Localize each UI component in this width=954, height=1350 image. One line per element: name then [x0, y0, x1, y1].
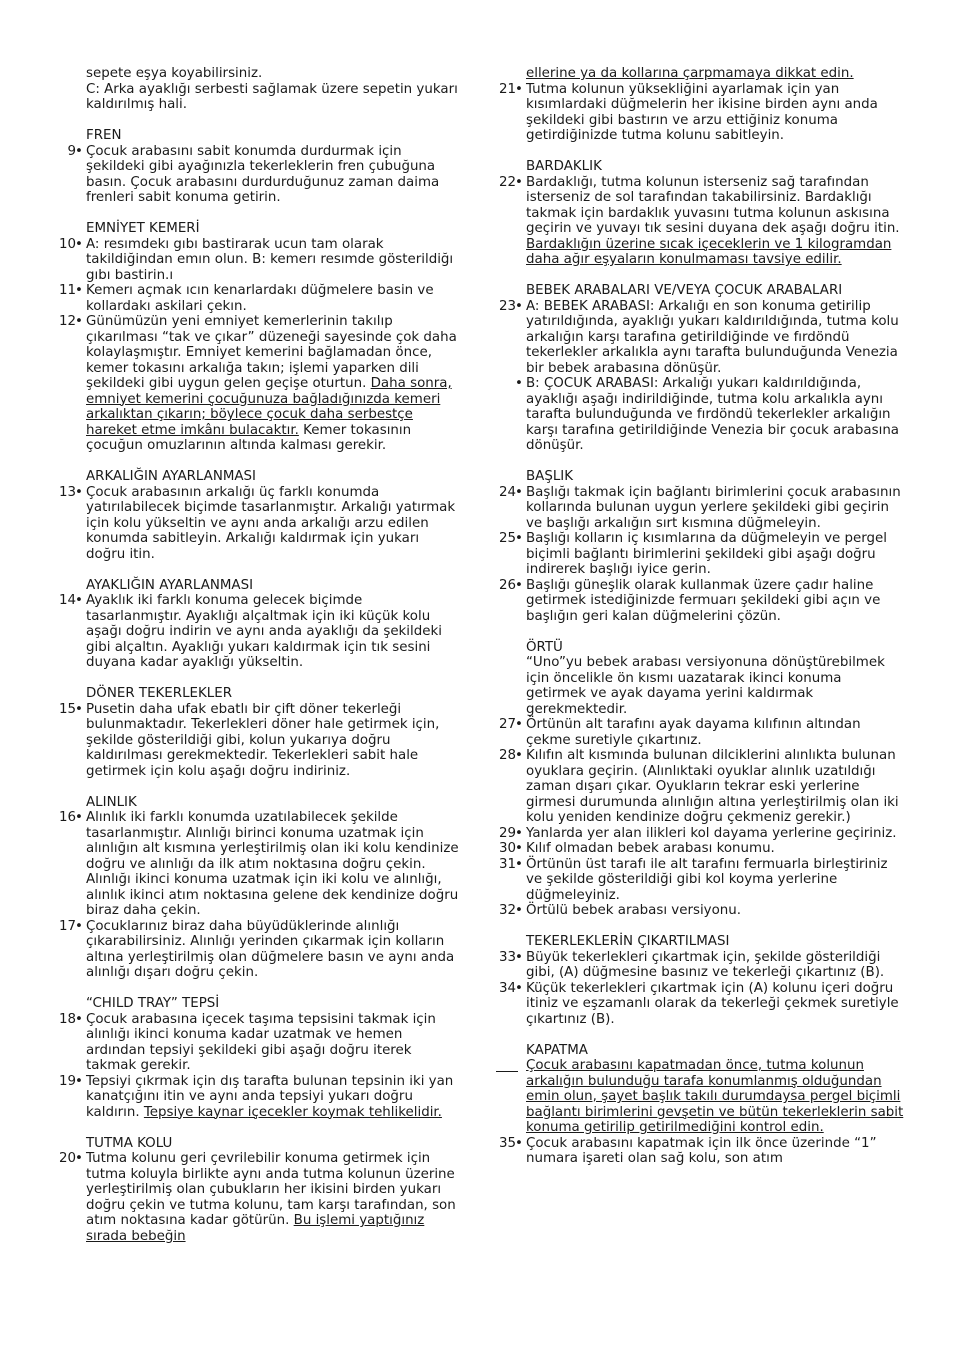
item-text: Pusetin daha ufak ebatlı bir çift döner tekerleği bulunmaktadır. Tekerlekleri döner hale getirmek için, şekilde gösterildiği gibi, kolun yukarıya doğru kaldırılması gerekmektedir. Tekerlekleri sabit hale getirmek için kolu aşağı doğru indiriniz.: [86, 701, 440, 779]
bullet-icon: •: [75, 810, 83, 825]
item-number: 14: [58, 593, 76, 608]
list-item: [484, 841, 904, 857]
list-item: [484, 175, 904, 268]
bullet-icon: •: [75, 1151, 83, 1166]
list-item: [44, 237, 462, 284]
bullet-icon: •: [515, 1135, 523, 1151]
bullet-icon: •: [515, 949, 523, 965]
item-text: Kemerı açmak ıcın kenarlardakı düğmelere basin ve kollardakı askilari çekın.: [86, 283, 434, 314]
right-column: [484, 66, 904, 1167]
item-number: 25: [498, 531, 516, 546]
item-text: Kılıf olmadan bebek arabası konumu.: [526, 841, 775, 856]
item-number: 29: [498, 825, 516, 841]
warning-text: Bardaklığın üzerine sıcak içeceklerin ve 1 kilogramdan daha ağır eşyaların konulmaması tavsiye edilir.: [526, 236, 892, 267]
bullet-icon: •: [75, 283, 83, 298]
list-item: [44, 485, 462, 563]
list-item: [44, 1012, 462, 1074]
intro-line: sepete eşya koyabilirsiniz.: [86, 66, 263, 81]
bullet-icon: •: [75, 918, 83, 934]
warning-block: [484, 1058, 904, 1136]
bullet-icon: •: [515, 841, 523, 856]
list-item: [44, 702, 462, 780]
list-item: [484, 578, 904, 625]
list-item: [44, 144, 462, 206]
item-number: 13: [58, 484, 76, 500]
bullet-icon: •: [75, 314, 83, 329]
bullet-icon: •: [515, 980, 523, 996]
item-text: Çocuk arabasına içecek taşıma tepsisini takmak için alınlığı ikinci konuma kadar uzatmak ve hemen ardından tepsiyi şekildeki gibi aşağı doğru iterek takmak gerekir.: [86, 1011, 436, 1073]
item-text: Başlığı kolların iç kısımlarına da düğmeleyin ve pergel biçimli bağlantı birimlerini şekildeki gibi aşağı doğru indirerek başlığı iyice gerin.: [526, 531, 887, 577]
item-text: Kılıfın alt kısmında bulunan dilciklerini alınlıkta bulunan oyuklara geçirin. (Alınlıktaki oyuklar alınlık uzatıldığı zaman dışarı çıkar. Oyukların tekrar eski yerlerine girmesi durumunda alınlığın altına yerleştirilmiş olan iki kolu yeniden kendinize doğru çekmeniz gerekir.): [526, 748, 899, 825]
bullet-icon: •: [75, 236, 83, 252]
item-number: 11: [58, 283, 76, 298]
section-heading: KAPATMA: [526, 1042, 588, 1058]
bullet-icon: •: [515, 81, 523, 97]
intro-text: [44, 66, 462, 113]
section-heading: ALINLIK: [86, 794, 137, 810]
item-text: Küçük tekerlekleri çıkartmak için (A) kolunu içeri doğru itiniz ve eşzamanlı olarak da tekerleği çekmek suretiyle çıkartınız (B).: [526, 980, 899, 1027]
bullet-icon: •: [75, 1011, 83, 1027]
section-heading: DÖNER TEKERLEKLER: [86, 686, 233, 701]
list-item: [44, 919, 462, 981]
left-column: [44, 66, 462, 1244]
list-item: [484, 950, 904, 981]
item-text: Çocuk arabasının arkalığı üç farklı konumda yatırılabilecek biçimde tasarlanmıştır. Arkalığı yatırmak için kolu yükseltin ve aynı anda arkalığı arzu edilen konumda sabitleyin. Arkalığı kaldırmak için yukarı doğru itin.: [86, 484, 456, 562]
item-number: 26: [498, 577, 516, 593]
list-item: [44, 593, 462, 671]
item-text: Başlığı güneşlik olarak kullanmak üzere çadır haline getirmek istediğinizde fermuarı şekildeki gibi açın ve başlığın geri kalan düğmelerini çözün.: [526, 577, 881, 624]
bullet-icon: •: [515, 903, 523, 918]
item-number: 34: [498, 980, 516, 996]
warning-text: Daha sonra, emniyet kemerini çocuğunuza bağladığınızda kemeri arkalıktan çıkarın; böylece çocuk daha serbestçe hareket etme imkânı bulacaktır.: [86, 376, 452, 438]
item-text: Örtülü bebek arabası versiyonu.: [526, 903, 742, 918]
section-heading: TEKERLEKLERİN ÇIKARTILMASI: [526, 934, 730, 949]
list-item: [484, 531, 904, 578]
item-number: 12: [58, 314, 76, 329]
item-text: Çocuk arabasını kapatmak için ilk önce üzerinde “1” numara işareti olan sağ kolu, son atım: [526, 1135, 877, 1166]
bullet-icon: •: [515, 376, 523, 391]
section-heading: ARKALIĞIN AYARLANMASI: [86, 469, 257, 484]
item-text: B: ÇOCUK ARABASI: Arkalığı yukarı kaldırıldığında, ayaklığı aşağı indirildiğinde, tutma kolu arkalıkla aynı tarafta bulunduğunda ve fırdöndü tekerlekler arkalığın karşı tarafına getirildiğinde Venezia bir çocuk arabasına dönüşür.: [526, 376, 900, 453]
list-item: [484, 857, 904, 904]
list-item: [484, 826, 904, 842]
bullet-icon: •: [515, 577, 523, 593]
list-item: [44, 283, 462, 314]
item-text: Günümüzün yeni emniyet kemerlerinin takılıp çıkarılması “tak ve çıkar” düzeneği sayesinde çok daha kolaylaşmıştır. Emniyet kemerini bağlamadan önce, kemer tokasını arkalığa takın; işlemi yaparken dili şekildeki gibi uygun gelen geçişe oturtun.: [86, 314, 457, 391]
bullet-icon: •: [75, 1073, 83, 1089]
item-number: 21: [498, 81, 516, 97]
bullet-icon: •: [75, 701, 83, 717]
intro-line: C: Arka ayaklığı serbesti sağlamak üzere sepetin yukarı kaldırılmış hali.: [86, 81, 458, 112]
bullet-icon: •: [515, 856, 523, 872]
list-item: [484, 299, 904, 377]
item-text: Örtünün alt tarafını ayak dayama kılıfının altından çekme suretiyle çıkartınız.: [526, 717, 861, 748]
list-item: [484, 82, 904, 144]
item-number: 18: [58, 1011, 76, 1027]
item-number: 27: [498, 717, 516, 732]
bullet-icon: •: [75, 143, 83, 159]
item-text: Tepsiyi çıkrmak için dış tarafta bulunan tepsinin iki yan kanatçığını itin ve aynı anda tepsiyi yukarı doğru kaldırın.: [86, 1073, 454, 1120]
item-number: 23: [498, 298, 516, 314]
list-item: [44, 810, 462, 919]
continued-text: [484, 66, 904, 82]
section-heading: BARDAKLIK: [526, 159, 602, 174]
item-number: 24: [498, 484, 516, 500]
list-item: [44, 1151, 462, 1244]
item-text: Alınlık iki farklı konumda uzatılabilecek şekilde tasarlanmıştır. Alınlığı birinci konuma uzatmak için alınlığın alt kısmına yerleştirilmiş olan iki kolu kendinize doğru ve alınlığı da ilk atım noktasına doğru çekin. Alınlığı ikinci konuma uzatmak için iki kolu ve alınlığı, alınlık ikinci atım noktasına gelene dek kendinize doğru biraz daha çekin.: [86, 810, 459, 918]
item-text: A: BEBEK ARABASI: Arkalığı en son konuma getirilip yatırıldığında, ayaklığı yukarı kaldırıldığında, tutma kolu arkalığın karşı tarafına getirildiğinde ve fırdöndü tekerlekler arkalıkla aynı tarafta bulunduğunda Venezia bir bebek arabasına dönüşür.: [526, 298, 899, 376]
bullet-icon: •: [515, 174, 523, 190]
item-text: Örtünün üst tarafı ile alt tarafını fermuarla birleştiriniz ve şekilde gösterildiği gibi kol koyma yerlerine düğmeleyiniz.: [526, 856, 888, 903]
item-text: Başlığı takmak için bağlantı birimlerini çocuk arabasının kollarında bulunan uygun yerlere şekildeki gibi geçirin ve başlığı arkalığın sırt kısmına düğmeleyin.: [526, 484, 901, 531]
item-number: 32: [498, 903, 516, 918]
item-number: 22: [498, 174, 516, 190]
section-heading: AYAKLIĞIN AYARLANMASI: [86, 577, 254, 593]
bullet-icon: •: [515, 748, 523, 763]
item-number: 10: [58, 236, 76, 252]
list-item: [484, 1136, 904, 1167]
warning-text: ellerine ya da kollarına çarpmamaya dikkat edin.: [526, 66, 854, 81]
item-number: 15: [58, 701, 76, 717]
section-heading: TUTMA KOLU: [86, 1135, 173, 1151]
warning-text: Bu işlemi yaptığınız sırada bebeğin: [86, 1213, 425, 1244]
item-number: 16: [58, 810, 76, 825]
item-text: Yanlarda yer alan ilikleri kol dayama yerlerine geçiriniz.: [526, 825, 897, 841]
list-item: [484, 748, 904, 826]
item-number: 30: [498, 841, 516, 856]
item-number: 17: [58, 918, 76, 934]
list-item: [484, 485, 904, 532]
item-number: 19: [58, 1073, 76, 1089]
bullet-icon: •: [515, 484, 523, 500]
section-heading: EMNİYET KEMERİ: [86, 221, 200, 236]
item-number: 33: [498, 949, 516, 965]
item-number: 31: [498, 856, 516, 872]
item-text: A: resımdekı gıbı bastirarak ucun tam olarak takildiğindan emın olun. B: kemerı resımde gösterildiğı gıbı bastirin.ı: [86, 236, 454, 283]
item-text: Büyük tekerlekleri çıkartmak için, şekilde gösterildiği gibi, (A) düğmesine basınız ve tekerleği çıkartınız (B).: [526, 949, 885, 980]
item-number: 35: [498, 1135, 516, 1151]
warning-dash: [496, 1071, 518, 1072]
bullet-icon: •: [515, 825, 523, 841]
bullet-icon: •: [75, 484, 83, 500]
section-heading: BEBEK ARABALARI VE/VEYA ÇOCUK ARABALARI: [526, 283, 843, 298]
section-heading: “CHILD TRAY” TEPSİ: [86, 996, 220, 1011]
item-text: Ayaklık iki farklı konuma gelecek biçimde tasarlanmıştır. Ayaklığı alçaltmak için iki küçük kolu aşağı doğru indirin ve aynı anda ayaklığı da şekildeki gibi alçaltın. Ayaklığı yukarı kaldırmak için tık sesini duyana kadar ayaklığı yükseltin.: [86, 593, 442, 670]
bullet-icon: •: [515, 298, 523, 314]
warning-text: Çocuk arabasını kapatmadan önce, tutma kolunun arkalığın bulunduğu tarafa konumlanmış olduğundan emin olun, şayet başlık takılı durumdaysa pergel biçimli bağlantı birimlerini gevşetin ve bütün tekerleklerin sabit konuma getirilip getirilmediğini kontrol edin.: [526, 1058, 904, 1135]
item-text: Tutma kolunun yüksekliğini ayarlamak için yan kısımlardaki düğmelerin her ikisine birden aynı anda şekildeki gibi bastırın ve arzu ettiğiniz konuma getirdiğinizde tutma kolunu sabitleyin.: [526, 81, 878, 143]
list-item: [44, 314, 462, 454]
section-heading: FREN: [86, 128, 122, 143]
section-heading: ÖRTÜ: [526, 639, 563, 655]
item-number: 28: [498, 748, 516, 763]
warning-text: Tepsiye kaynar içecekler koymak tehlikelidir.: [143, 1104, 442, 1120]
list-item: [44, 1074, 462, 1121]
list-item: [484, 376, 904, 454]
bullet-icon: •: [515, 717, 523, 732]
item-text: Çocuk arabasını sabit konumda durdurmak için şekildeki gibi ayağınızla tekerleklerin fren çubuğuna basın. Çocuk arabasını durdurduğunuz zaman daima frenleri sabit konuma getirin.: [86, 143, 440, 205]
list-item: [484, 717, 904, 748]
item-number: 20: [58, 1151, 76, 1166]
item-text: Tutma kolunu geri çevrilebilir konuma getirmek için tutma koluyla birlikte aynı anda tutma kolunun üzerine yerleştirilmiş olan çubukların her ikisini birden yukarı doğru çekin ve tutma kolunu, tam karşı tarafından, son atım noktasına kadar götürün.: [86, 1151, 456, 1228]
bullet-icon: •: [75, 593, 83, 608]
list-item: [484, 981, 904, 1028]
item-text: Kemer tokasının çocuğun omuzlarının altında kalması gerekir.: [86, 422, 412, 453]
section-heading: BAŞLIK: [526, 469, 574, 484]
item-text: Çocuklarınız biraz daha büyüdüklerinde alınlığı çıkarabilirsiniz. Alınlığı yerinden çıkarmak için kolların altına yerleştirilmiş olan düğmelere basın ve aynı anda alınlığı dışarı doğru çekin.: [86, 918, 455, 980]
bullet-icon: •: [515, 531, 523, 546]
section-intro: “Uno”yu bebek arabası versiyonuna dönüştürebilmek için öncelikle ön kısmı uazatarak ikinci konuma getirmek ve ayak dayama yerini kaldırmak gerekmektedir.: [526, 655, 885, 717]
item-number: 9: [67, 143, 76, 159]
list-item: [484, 903, 904, 919]
item-text: Bardaklığı, tutma kolunun isterseniz sağ tarafından isterseniz de sol tarafından takabilirsiniz. Bardaklığı takmak için bardaklık yuvasını tutma kolunun askısına geçirin ve yuvayı tık sesini duyana dek aşağı doğru itin.: [526, 174, 900, 236]
